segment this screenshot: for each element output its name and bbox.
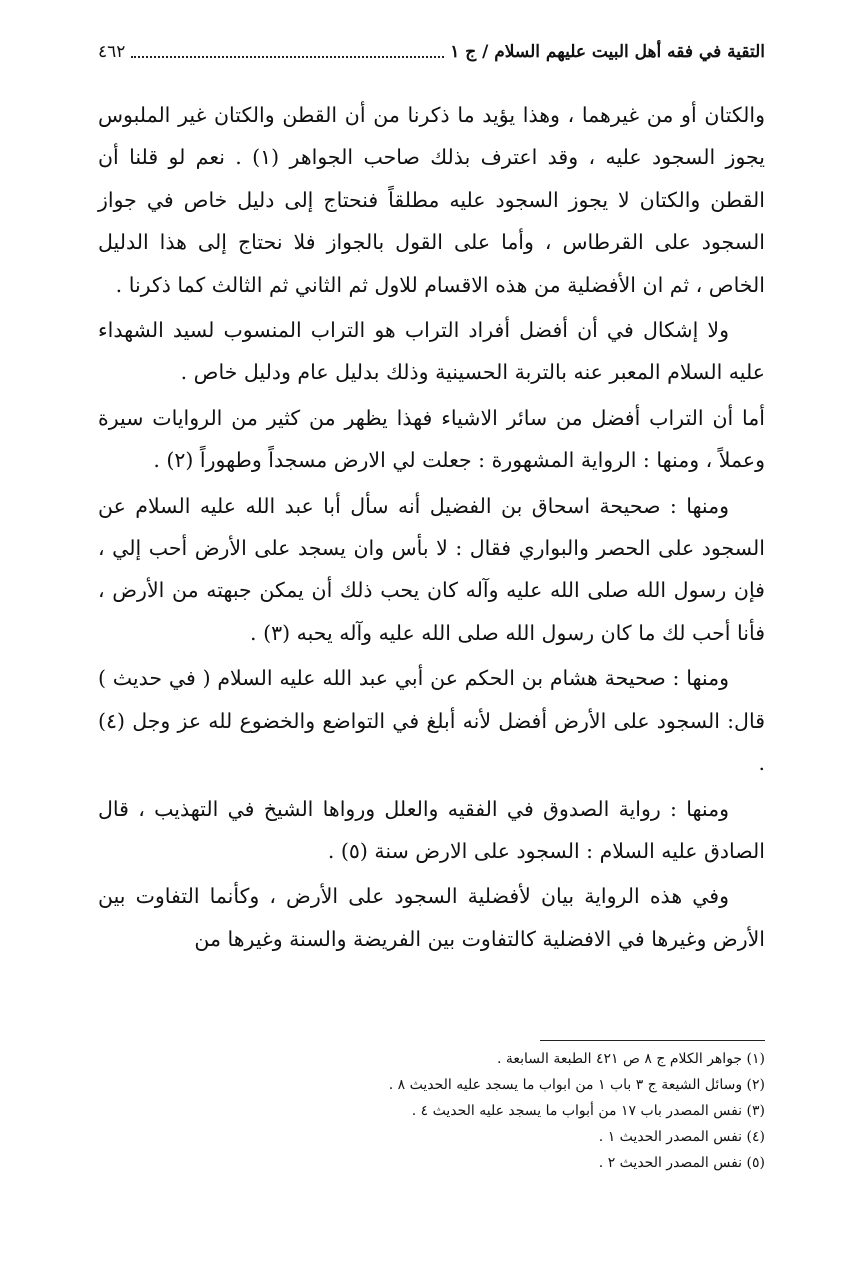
paragraph-1: والكتان أو من غيرهما ، وهذا يؤيد ما ذكرنا من أن القطن والكتان غير الملبوس يجوز السجود عليه ، وقد اعترف بذلك صاحب الجواهر (١) . نعم لو قلنا أن القطن والكتان لا يجوز السجود عليه مطلقاً فنحتاج إلى دليل خاص في جواز السجود على القرطاس ، وأما على القول بالجواز فلا نحتاج إلى هذا الدليل الخاص ، ثم ان الأفضلية من هذه الاقسام للاول ثم الثاني ثم الثالث كما ذكرنا . xyxy=(98,103,765,297)
footnote-1: (١) جواهر الكلام ج ٨ ص ٤٢١ الطبعة السابعة . xyxy=(496,1051,765,1067)
footnote-separator xyxy=(540,1040,765,1041)
paragraph-4: ومنها : صحيحة اسحاق بن الفضيل أنه سأل أبا عبد الله عليه السلام عن السجود على الحصر والبواري فقال : لا بأس وان يسجد على الأرض أحب إلي ، فإن رسول الله صلى الله عليه وآله كان يحب ذلك أن يمكن جبهته من الأرض ، فأنا أحب لك ما كان رسول الله صلى الله عليه وآله يحبه (٣) . xyxy=(98,493,765,645)
running-header xyxy=(98,34,765,70)
paragraph-6: ومنها : رواية الصدوق في الفقيه والعلل ورواها الشيخ في التهذيب ، قال الصادق عليه السلام : السجود على الارض سنة (٥) . xyxy=(98,796,765,863)
main-text xyxy=(98,94,765,960)
footnotes xyxy=(98,1046,765,1176)
footnote-3: (٣) نفس المصدر باب ١٧ من أبواب ما يسجد عليه الحديث ٤ . xyxy=(411,1103,765,1119)
paragraph-5: ومنها : صحيحة هشام بن الحكم عن أبي عبد الله عليه السلام ( في حديث ) قال: السجود على الأرض أفضل لأنه أبلغ في التواضع والخضوع لله عز وجل (٤) . xyxy=(98,666,765,776)
paragraph-7: وفي هذه الرواية بيان لأفضلية السجود على الأرض ، وكأنما التفاوت بين الأرض وغيرها في الافضلية كالتفاوت بين الفريضة والسنة وغيرها من xyxy=(98,884,765,951)
page-number: ٤٦٢ xyxy=(98,42,126,62)
header-dot-leader xyxy=(131,56,444,58)
paragraph-3: أما أن التراب أفضل من سائر الاشياء فهذا يظهر من كثير من الروايات سيرة وعملاً ، ومنها : الرواية المشهورة : جعلت لي الارض مسجداً وطهوراً (٢) . xyxy=(98,405,765,473)
paragraph-2: ولا إشكال في أن أفضل أفراد التراب هو التراب المنسوب لسيد الشهداء عليه السلام المعبر عنه بالتربة الحسينية وذلك بدليل عام ودليل خاص . xyxy=(98,318,765,385)
footnote-2: (٢) وسائل الشيعة ج ٣ باب ١ من ابواب ما يسجد عليه الحديث ٨ . xyxy=(388,1077,765,1093)
footnote-5: (٥) نفس المصدر الحديث ٢ . xyxy=(598,1155,765,1171)
footnote-4: (٤) نفس المصدر الحديث ١ . xyxy=(598,1129,765,1145)
header-title: التقية في فقه أهل البيت عليهم السلام / ج ١ xyxy=(450,42,765,62)
